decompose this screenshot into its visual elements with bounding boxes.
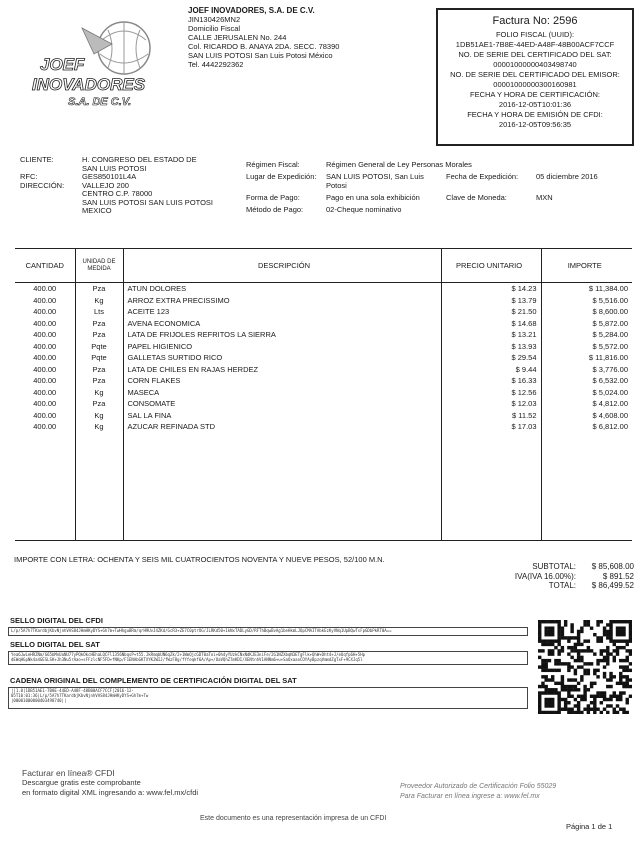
- chain-value-1: ||1.0|1DB51AE1-7B8E-44ED-A48F-48B00ACF7CCF|2016-12-: [11, 688, 134, 693]
- emisor-cert-label: NO. DE SERIE DEL CERTIFICADO DEL EMISOR:: [450, 70, 620, 79]
- table-row: [15, 387, 632, 399]
- cfdi-seal-value: L/p/5A7h7TKardbjKbvNjnhVAS84JHmHKyDYS+Gh7m+TwHhguBRm/qrH9UvJ4ZKd/GcR3+ZE7C0ptrOG/JLRKd50+1kNxTADLyGD/RFThBqwBvAg1beHkmLJOpCMAITAbkEzKyVNq1UpBQwTsFpGDbPkRT0A==: [11, 628, 392, 633]
- totals-block: [490, 562, 634, 591]
- client-address-1: VALLEJO 200: [82, 180, 129, 190]
- fecha-value: 05 diciembre 2016: [536, 172, 598, 181]
- lugar-label: Lugar de Expedición:: [246, 172, 317, 181]
- cell-amount: $ 5,024.00: [541, 387, 632, 399]
- logo-text-2: INOVADORES: [32, 75, 146, 94]
- cell-price: $ 29.54: [441, 352, 541, 364]
- cell-price: $ 14.23: [441, 283, 541, 295]
- moneda-label: Clave de Moneda:: [446, 193, 507, 202]
- cell-desc: LATA DE FRIJOLES REFRITOS LA SIERRA: [123, 329, 441, 341]
- table-row: [15, 283, 632, 295]
- chain-label: CADENA ORIGINAL DEL COMPLEMENTO DE CERTIFICACIÓN DIGITAL DEL SAT: [10, 676, 297, 685]
- table-row: [15, 410, 632, 422]
- cell-amount: $ 6,812.00: [541, 421, 632, 433]
- table-row: [15, 352, 632, 364]
- cell-desc: ATUN DOLORES: [123, 283, 441, 295]
- table-row: [15, 318, 632, 330]
- sat-seal-value-2: dEWqHGpNk4a4GESLSK+Jh3Nu5rAao+sFFzlcNF5FD+fNKp/F1ENAbGKTXYK2WIJ/fWzF8g/fYfeqkf6A/Ap+/OaVQhZ7mKDI/XENtnhV1ANNm6+u+SaOxaaoCOYAyBpzqVmmdZgTxF+9CXJq5l: [11, 656, 363, 662]
- cell-qty: 400.00: [33, 353, 57, 362]
- filler-cell: [15, 433, 75, 541]
- footer-right: [400, 782, 556, 802]
- cell-price: $ 14.68: [441, 318, 541, 330]
- client-address-2: CENTRO C.P. 78000: [82, 189, 153, 198]
- regimen-value: Régimen General de Ley Personas Morales: [326, 160, 472, 169]
- cell-unit: Kg: [75, 421, 123, 433]
- table-row: [15, 341, 632, 353]
- cell-price: $ 9.44: [441, 364, 541, 376]
- cell-qty: 400.00: [33, 364, 57, 374]
- issuer-domicile-label: Domicilio Fiscal: [188, 24, 241, 33]
- client-block: [20, 156, 250, 216]
- chain-value-2: 05T10:01:36|L/p/5A7h7TKardbjKbvNjnhVAS84JHmHKyDYS+Gh7m+Tw: [11, 692, 149, 698]
- footer-right-2: Para Facturar en línea ingrese a: www.fel.mx: [400, 793, 540, 800]
- cell-qty: 400.00: [33, 307, 57, 316]
- moneda-value: MXN: [536, 193, 553, 202]
- cell-desc: PAPEL HIGIENICO: [123, 341, 441, 353]
- footer-left: [22, 768, 198, 798]
- chain-box: [8, 687, 528, 709]
- cell-desc: ACEITE 123: [123, 306, 441, 318]
- items-table: [15, 248, 632, 541]
- client-label: CLIENTE:: [20, 155, 54, 164]
- cert-date-value: 2016-12-05T10:01:36: [498, 100, 572, 109]
- cell-price: $ 16.33: [441, 375, 541, 387]
- sat-seal-label: SELLO DIGITAL DEL SAT: [10, 640, 100, 649]
- cfdi-seal-box: [8, 627, 528, 636]
- metodo-value: 02-Cheque nominativo: [326, 205, 402, 214]
- cell-desc: AZUCAR REFINADA STD: [123, 421, 441, 433]
- invoice-title: Factura No: 2596: [492, 15, 578, 27]
- cell-unit: Pza: [75, 283, 123, 295]
- client-rfc-label: RFC:: [20, 172, 38, 181]
- header-amount: IMPORTE: [541, 249, 632, 283]
- cell-price: $ 17.03: [441, 421, 541, 433]
- company-logo: [12, 8, 172, 108]
- cell-amount: $ 5,516.00: [541, 295, 632, 307]
- cell-amount: $ 8,600.00: [541, 306, 632, 318]
- cell-desc: CORN FLAKES: [123, 375, 441, 387]
- cell-amount: $ 3,776.00: [541, 364, 632, 376]
- cell-desc: SAL LA FINA: [123, 410, 441, 422]
- metodo-label: Método de Pago:: [246, 205, 304, 214]
- cell-unit: Kg: [75, 295, 123, 307]
- issuer-block: [188, 6, 398, 69]
- issuer-city: SAN LUIS POTOSI San Luis Potosi México: [188, 51, 333, 60]
- emisor-cert-value: 00001000000300160981: [493, 80, 577, 89]
- regimen-label: Régimen Fiscal:: [246, 160, 300, 169]
- table-row: [15, 295, 632, 307]
- header-price: PRECIO UNITARIO: [441, 249, 541, 283]
- table-row: [15, 329, 632, 341]
- cell-desc: CONSOMATE: [123, 398, 441, 410]
- forma-value: Pago en una sola exhibición: [326, 193, 420, 202]
- cell-qty: 400.00: [33, 399, 57, 408]
- cell-unit: Lts: [75, 306, 123, 318]
- subtotal-label: SUBTOTAL:: [532, 562, 576, 571]
- cell-amount: $ 4,812.00: [541, 398, 632, 410]
- cell-amount: $ 4,608.00: [541, 410, 632, 422]
- filler-cell: [441, 433, 541, 541]
- issuer-street: CALLE JERUSALEN No. 244: [188, 33, 287, 42]
- footer-center: Este documento es una representación impresa de un CFDI: [200, 815, 387, 822]
- issuer-rfc: JIN130426MN2: [188, 15, 241, 24]
- filler-cell: [123, 433, 441, 541]
- footer-brand: Facturar en línea® CFDI: [22, 768, 115, 778]
- cell-price: $ 12.56: [441, 387, 541, 399]
- uuid-label: FOLIO FISCAL (UUID):: [495, 30, 575, 39]
- iva-value: $ 891.52: [602, 571, 634, 581]
- logo-text-3: S.A. DE C.V.: [68, 96, 132, 108]
- emit-date-label: FECHA Y HORA DE EMISIÓN DE CFDI:: [467, 110, 603, 119]
- qr-code-graphic: [538, 620, 632, 714]
- filler-cell: [75, 433, 123, 541]
- client-address-label: DIRECCIÓN:: [20, 180, 65, 190]
- cell-price: $ 13.21: [441, 329, 541, 341]
- table-row: [15, 306, 632, 318]
- client-name-1: H. CONGRESO DEL ESTADO DE: [82, 155, 197, 164]
- cell-amount: $ 5,572.00: [541, 341, 632, 353]
- cell-desc: LATA DE CHILES EN RAJAS HERDEZ: [123, 364, 441, 376]
- issuer-name: JOEF INOVADORES, S.A. DE C.V.: [188, 6, 315, 15]
- cell-qty: 400.00: [33, 318, 57, 328]
- sat-cert-label: NO. DE SERIE DEL CERTIFICADO DEL SAT:: [458, 50, 612, 59]
- cell-price: $ 21.50: [441, 306, 541, 318]
- sat-seal-value-1: Yea6JwLeHRZNm/G65bMnUaNU77yPQkOkcHEhaLQCFl1356NbqsP+t55.JkRmqbUN6qZk/2+1WmQjcGDT0aToi+0h4yYUzkCNxNdKJE3niFe/2G1NZXbqN3ETgFlk+QhW+Dht4+J/eUqfp6H+5Hp: [11, 652, 366, 657]
- total-value: $ 86,499.52: [591, 581, 634, 590]
- page-number: Página 1 de 1: [566, 822, 613, 831]
- cell-amount: $ 5,872.00: [541, 318, 632, 330]
- iva-label: IVA(IVA 16.00%):: [514, 571, 576, 581]
- cell-qty: 400.00: [33, 341, 57, 351]
- lugar-value: SAN LUIS POTOSI, San Luis Potosi: [326, 172, 424, 190]
- cell-desc: ARROZ EXTRA PRECISSIMO: [123, 295, 441, 307]
- forma-label: Forma de Pago:: [246, 193, 300, 202]
- cell-qty: 400.00: [33, 422, 57, 431]
- table-row: [15, 398, 632, 410]
- fecha-label: Fecha de Expedición:: [446, 172, 519, 181]
- table-row: [15, 421, 632, 433]
- cell-unit: Pza: [75, 375, 123, 387]
- cell-amount: $ 11,816.00: [541, 352, 632, 364]
- filler-cell: [541, 433, 632, 541]
- footer-right-1: Proveedor Autorizado de Certificación Folio 55029: [400, 783, 557, 790]
- table-row: [15, 375, 632, 387]
- client-name-2: SAN LUIS POTOSI: [82, 163, 147, 173]
- cell-qty: 400.00: [33, 410, 57, 420]
- client-address-4: MEXICO: [82, 206, 112, 215]
- header-qty: CANTIDAD: [15, 249, 75, 283]
- total-label: TOTAL:: [548, 581, 576, 590]
- client-address-3: SAN LUIS POTOSI SAN LUIS POTOSI: [82, 197, 214, 207]
- cell-desc: AVENA ECONOMICA: [123, 318, 441, 330]
- qr-code: [538, 620, 632, 714]
- client-rfc: GES850101L4A: [82, 172, 137, 181]
- sat-cert-value: 00001000000403498740: [493, 60, 577, 69]
- cfdi-seal-label: SELLO DIGITAL DEL CFDI: [10, 616, 103, 625]
- subtotal-value: $ 85,608.00: [591, 562, 634, 571]
- cell-amount: $ 11,384.00: [541, 283, 632, 295]
- chain-value-3: |00001000000403498740||: [11, 697, 67, 703]
- cell-qty: 400.00: [33, 284, 57, 293]
- issuer-phone: Tel. 4442292362: [188, 60, 244, 69]
- uuid-value: 1DB51AE1-7B8E-44ED-A48F-48B00ACF7CCF: [455, 40, 615, 49]
- cell-qty: 400.00: [33, 387, 57, 397]
- cell-qty: 400.00: [33, 295, 57, 305]
- cell-unit: Pza: [75, 318, 123, 330]
- table-row: [15, 364, 632, 376]
- header-unit: UNIDAD DE MEDIDA: [75, 249, 123, 283]
- cell-amount: $ 5,284.00: [541, 329, 632, 341]
- cert-date-label: FECHA Y HORA DE CERTIFICACIÓN:: [469, 90, 601, 99]
- cell-unit: Pqte: [75, 352, 123, 364]
- cell-price: $ 13.79: [441, 295, 541, 307]
- cell-qty: 400.00: [33, 376, 57, 385]
- cell-unit: Pza: [75, 364, 123, 376]
- cell-unit: Kg: [75, 387, 123, 399]
- logo-text-1: JOEF: [40, 55, 85, 74]
- cell-qty: 400.00: [33, 330, 57, 339]
- cell-amount: $ 6,532.00: [541, 375, 632, 387]
- amount-in-words: IMPORTE CON LETRA: OCHENTA Y SEIS MIL CUATROCIENTOS NOVENTA Y NUEVE PESOS, 52/100 M.N.: [14, 555, 385, 564]
- cell-unit: Pqte: [75, 341, 123, 353]
- cell-unit: Kg: [75, 410, 123, 422]
- cell-unit: Pza: [75, 398, 123, 410]
- cell-desc: GALLETAS SURTIDO RICO: [123, 352, 441, 364]
- items-header-row: [15, 249, 632, 283]
- footer-line-1: Descargue gratis este comprobante: [22, 778, 141, 787]
- cell-price: $ 13.93: [441, 341, 541, 353]
- cell-desc: MASECA: [123, 387, 441, 399]
- footer-line-2: en formato digital XML ingresando a: www.fel.mx/cfdi: [22, 788, 199, 797]
- cell-price: $ 11.52: [441, 410, 541, 422]
- fiscal-block: [246, 160, 636, 217]
- invoice-info-box: [436, 8, 634, 146]
- issuer-colony: Col. RICARDO B. ANAYA 2DA. SECC. 78390: [188, 42, 340, 51]
- cell-price: $ 12.03: [441, 398, 541, 410]
- emit-date-value: 2016-12-05T09:56:35: [498, 120, 572, 129]
- table-filler-row: [15, 433, 632, 541]
- cell-unit: Pza: [75, 329, 123, 341]
- sat-seal-box: [8, 651, 528, 665]
- header-description: DESCRIPCIÓN: [123, 249, 441, 283]
